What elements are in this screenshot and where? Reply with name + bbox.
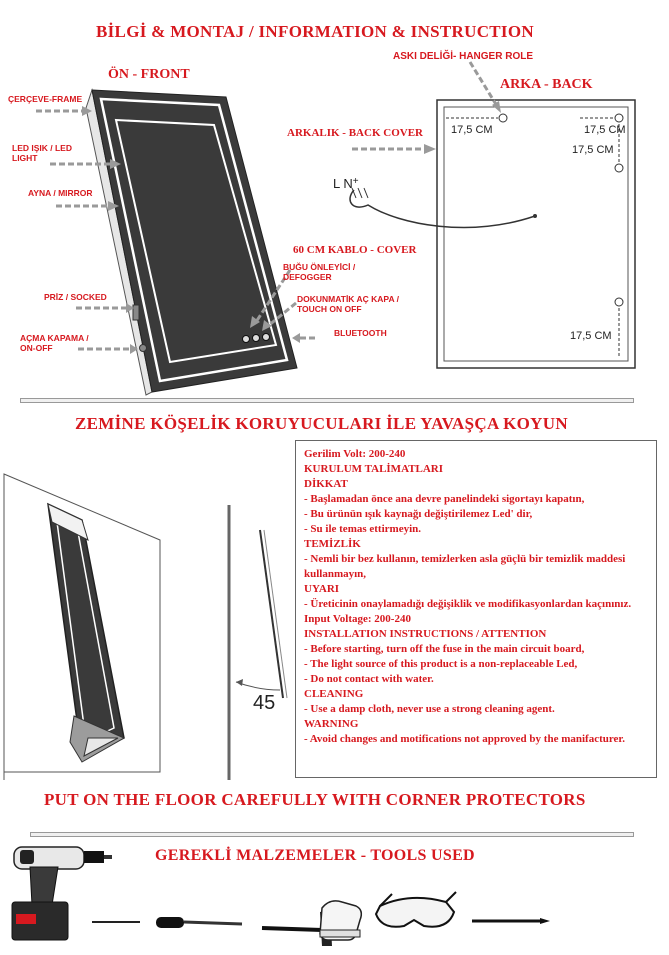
dim-right-upper: 17,5 CM [572,144,614,156]
instr-line: - Use a damp cloth, never use a strong cleaning agent. [304,703,555,715]
instr-line: Gerilim Volt: 200-240 [304,448,406,460]
instr-line: WARNING [304,718,359,730]
label-led-light-1: LED IŞIK / LED [12,143,72,153]
label-socket: PRİZ / SOCKED [44,292,107,302]
instr-line: - Do not contact with water. [304,673,434,685]
label-defogger-2: DEFOGGER [283,272,332,282]
label-led-light-2: LIGHT [12,153,38,163]
label-bluetooth: BLUETOOTH [334,328,387,338]
hanger-label: ASKI DELİĞİ- HANGER ROLE [393,51,534,62]
label-onoff-1: AÇMA KAPAMA / [20,333,89,343]
instr-line: - Avoid changes and motifications not approved by the manifacturer. [304,733,626,745]
instr-line: DİKKAT [304,478,348,490]
floor-title: PUT ON THE FLOOR CAREFULLY WITH CORNER PROTECTORS [44,790,586,809]
label-back-cover: ARKALIK - BACK COVER [287,127,423,139]
label-plug: L N+ [333,176,359,191]
section2-title: ZEMİNE KÖŞELİK KORUYUCULARI İLE YAVAŞÇA KOYUN [75,414,568,433]
screwdriver-icon [156,917,242,928]
dim-bottom-right: 17,5 CM [570,330,612,342]
instr-line: - The light source of this product is a non-replaceable Led, [304,658,578,670]
tools-title: GEREKLİ MALZEMELER - TOOLS USED [155,847,475,864]
instr-line: - Su ile temas ettirmeyin. [304,523,421,535]
label-frame: ÇERÇEVE-FRAME [8,94,83,104]
instr-line: - Üreticinin onaylamadığı değişiklik ve modifikasyonlardan kaçınınız. [304,598,632,610]
back-title: ARKA - BACK [500,77,593,92]
instr-line: Input Voltage: 200-240 [304,613,411,625]
instr-line: INSTALLATION INSTRUCTIONS / ATTENTION [304,628,547,640]
front-title: ÖN - FRONT [108,67,190,82]
glove-icon [320,901,361,940]
label-defogger-1: BUĞU ÖNLEYİCİ / [283,262,356,272]
awl-icon [472,918,550,924]
instr-line: - Nemli bir bez kullanın, temizlerken asla güçlü bir temizlik maddesi kullanmayın, [304,553,629,580]
label-mirror: AYNA / MIRROR [28,188,93,198]
instr-line: TEMİZLİK [304,538,361,550]
angle-value: 45 [253,692,276,714]
dim-top-right: 17,5 CM [584,124,626,136]
label-touch-2: TOUCH ON OFF [297,304,362,314]
goggles-icon [376,892,456,927]
instr-line: - Bu ürünün ışık kaynağı değiştirilemez Led' dir, [304,508,533,520]
instr-line: KURULUM TALİMATLARI [304,463,444,475]
instr-line: UYARI [304,583,340,595]
label-touch-1: DOKUNMATİK AÇ KAPA / [297,294,399,304]
drill-icon [12,847,112,940]
instr-line: CLEANING [304,688,364,700]
page-title: BİLGİ & MONTAJ / INFORMATION & INSTRUCTION [96,22,534,41]
instr-line: - Başlamadan önce ana devre panelindeki sigortayı kapatın, [304,493,585,505]
dim-top-left: 17,5 CM [451,124,493,136]
label-cable: 60 CM KABLO - COVER [293,244,417,256]
instr-line: - Before starting, turn off the fuse in the main circuit board, [304,643,585,655]
label-onoff-2: ON-OFF [20,343,53,353]
